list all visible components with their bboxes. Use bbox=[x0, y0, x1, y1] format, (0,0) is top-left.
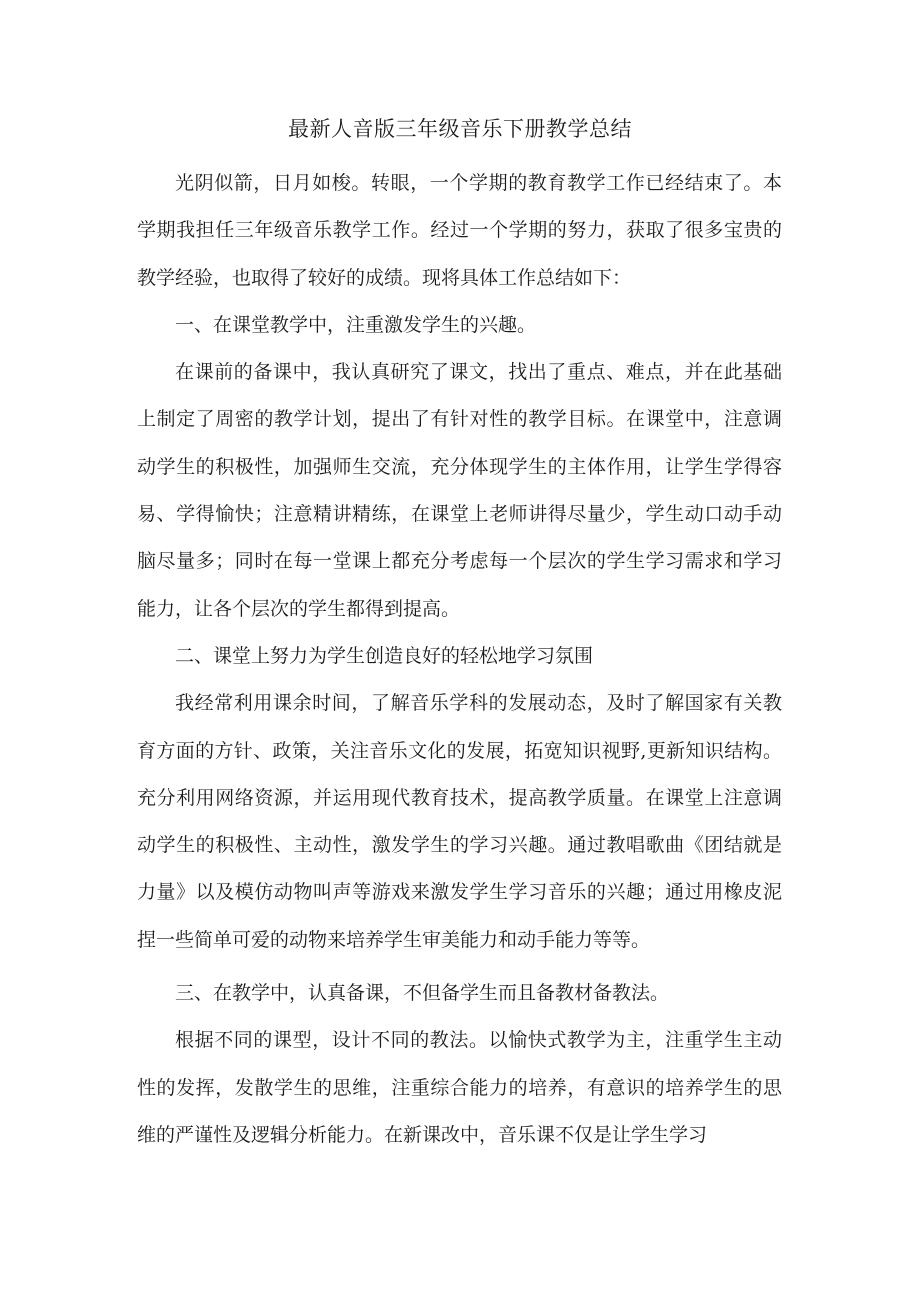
section-heading-3: 三、在教学中，认真备课，不但备学生而且备教材备教法。 bbox=[175, 982, 670, 1005]
document-title: 最新人音版三年级音乐下册教学总结 bbox=[288, 117, 632, 141]
section-1-paragraph: 在课前的备课中，我认真研究了课文，找出了重点、难点，并在此基础上制定了周密的教学计划，提出了有针对性的教学目标。在课堂中，注意调动学生的积极性，加强师生交流，充分体现学生的主体作用，让学生学得容易、学得愉快；注意精讲精练，在课堂上老师讲得尽量少，学生动口动手动脑尽量多；同时在每一堂课上都充分考虑每一个层次的学生学习需求和学习能力，让各个层次的学生都得到提高。 bbox=[137, 361, 782, 620]
document-body bbox=[137, 160, 782, 1159]
section-2-paragraph: 我经常利用课余时间，了解音乐学科的发展动态，及时了解国家有关教育方面的方针、政策，关注音乐文化的发展，拓宽知识视野,更新知识结构。充分利用网络资源，并运用现代教育技术，提高教学质量。在课堂上注意调动学生的积极性、主动性，激发学生的学习兴趣。通过教唱歌曲《团结就是力量》以及模仿动物叫声等游戏来激发学生学习音乐的兴趣；通过用橡皮泥捏一些简单可爱的动物来培养学生审美能力和动手能力等等。 bbox=[137, 692, 782, 951]
section-heading-1: 一、在课堂教学中，注重激发学生的兴趣。 bbox=[175, 313, 537, 336]
intro-paragraph: 光阴似箭，日月如梭。转眼，一个学期的教育教学工作已经结束了。本学期我担任三年级音乐教学工作。经过一个学期的努力，获取了很多宝贵的教学经验，也取得了较好的成绩。现将具体工作总结如下： bbox=[137, 172, 782, 289]
section-3-paragraph: 根据不同的课型，设计不同的教法。以愉快式教学为主，注重学生主动性的发挥，发散学生的思维，注重综合能力的培养，有意识的培养学生的思维的严谨性及逻辑分析能力。在新课改中，音乐课不仅是让学生学习 bbox=[137, 1029, 782, 1146]
section-heading-2: 二、课堂上努力为学生创造良好的轻松地学习氛围 bbox=[175, 644, 594, 667]
